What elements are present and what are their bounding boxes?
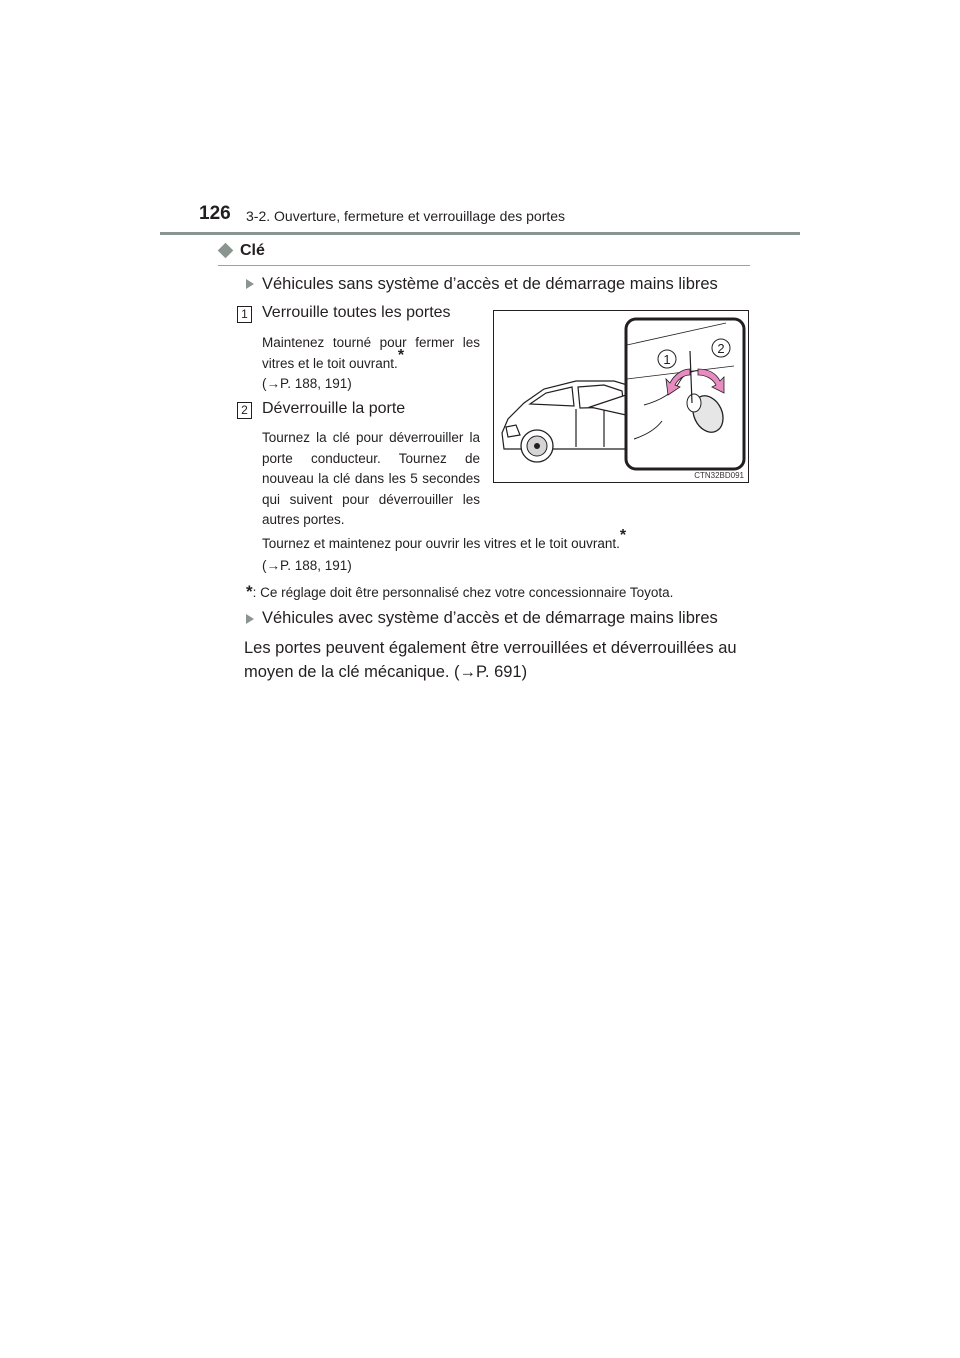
- footnote-asterisk: *: [246, 582, 253, 601]
- heading-rule: [218, 265, 750, 266]
- asterisk-marker: *: [397, 346, 405, 364]
- page-reference: (→P. 188, 191): [262, 376, 352, 391]
- triangle-bullet-icon: [246, 614, 254, 624]
- heading-text: Clé: [240, 242, 265, 259]
- item-description-windows: [262, 527, 627, 555]
- lock-text: Maintenez tourné pour fermer les vitres et le toit ouvrant.: [262, 335, 480, 371]
- diamond-icon: [218, 243, 234, 259]
- header-rule: [160, 232, 800, 235]
- figure-code: CTN32BD091: [694, 471, 744, 480]
- footnote: [246, 582, 673, 604]
- triangle-bullet-icon: [246, 279, 254, 289]
- condition-no-smart-key: Véhicules sans système d’accès et de démarrage mains libres: [262, 275, 718, 293]
- item-number-badge: 1: [237, 306, 252, 323]
- page-number: 126: [199, 203, 231, 224]
- windows-text: Tournez et maintenez pour ouvrir les vitres et le toit ouvrant.: [262, 536, 620, 551]
- item-description-unlock: Tournez la clé pour déverrouiller la porte conducteur. Tournez de nouveau la clé dans les 5 secondes qui suivent pour déverrouiller les autres portes.: [262, 430, 480, 527]
- figure-label-1: 1: [663, 352, 671, 367]
- item-title-lock: Verrouille toutes les portes: [262, 304, 451, 321]
- condition-smart-key: Véhicules avec système d’accès et de démarrage mains libres: [262, 609, 718, 627]
- key-illustration: [493, 310, 749, 483]
- footnote-text: : Ce réglage doit être personnalisé chez votre concessionnaire Toyota.: [252, 585, 674, 600]
- page-reference: (→P. 188, 191): [262, 558, 352, 573]
- section-title: 3-2. Ouverture, fermeture et verrouillage des portes: [246, 208, 566, 224]
- item-description-lock: [262, 333, 480, 374]
- item-number-badge: 2: [237, 402, 252, 419]
- car-door-lock-illustration: [494, 311, 749, 483]
- wheel: [521, 430, 553, 462]
- mechanical-key-paragraph: Les portes peuvent également être verrouillées et déverrouillées au moyen de la clé mécanique. (→P. 691): [244, 639, 737, 681]
- asterisk-marker: *: [619, 527, 627, 544]
- item-title-unlock: Déverrouille la porte: [262, 400, 406, 417]
- figure-label-2: 2: [717, 341, 725, 356]
